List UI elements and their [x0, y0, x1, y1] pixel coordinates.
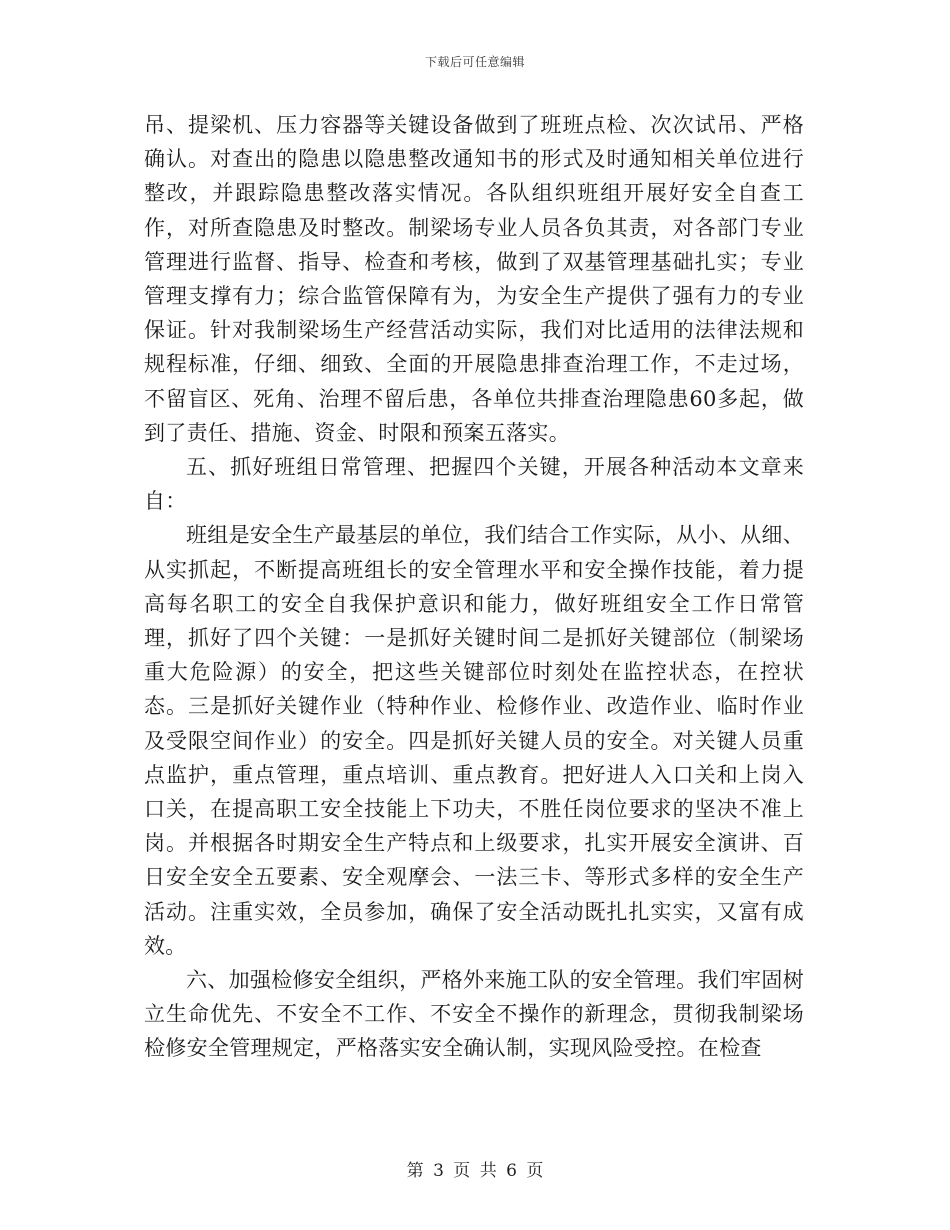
- paragraph-section-5-heading: 五、抓好班组日常管理、把握四个关键，开展各种活动本文章来自：: [144, 455, 804, 514]
- page-number-footer: 第 3 页 共 6 页: [406, 1161, 544, 1181]
- paragraph-section-6: 六、加强检修安全组织，严格外来施工队的安全管理。我们牢固树立生命优先、不安全不工作、不安全不操作的新理念，贯彻我制梁场检修安全管理规定，严格落实安全确认制，实现风险受控。在检查: [144, 968, 804, 1061]
- paragraph-1: 吊、提梁机、压力容器等关键设备做到了班班点检、次次试吊、严格确认。对查出的隐患以隐患整改通知书的形式及时通知相关单位进行整改，并跟踪隐患整改落实情况。各队组织班组开展好安全自查工作，对所查隐患及时整改。制梁场专业人员各负其责，对各部门专业管理进行监督、指导、检查和考核，做到了双基管理基础扎实；专业管理支撑有力；综合监管保障有为，为安全生产提供了强有力的专业保证。针对我制梁场生产经营活动实际，我们对比适用的法律法规和规程标准，仔细、细致、全面的开展隐患排查治理工作，不走过场，不留盲区、死角、治理不留后患，各单位共排查治理隐患60多起，做到了责任、措施、资金、时限和预案五落实。: [144, 113, 804, 445]
- page-header: 下载后可任意编辑: [424, 55, 525, 69]
- document-body: [144, 108, 804, 1066]
- paragraph-team-management: 班组是安全生产最基层的单位，我们结合工作实际，从小、从细、从实抓起，不断提高班组长的安全管理水平和安全操作技能，着力提高每名职工的安全自我保护意识和能力，做好班组安全工作日常管理，抓好了四个关键：一是抓好关键时间二是抓好关键部位（制梁场重大危险源）的安全，把这些关键部位时刻处在监控状态，在控状态。三是抓好关键作业（特种作业、检修作业、改造作业、临时作业及受限空间作业）的安全。四是抓好关键人员的安全。对关键人员重点监护，重点管理，重点培训、重点教育。把好进人入口关和上岗入口关，在提高职工安全技能上下功夫，不胜任岗位要求的坚决不准上岗。并根据各时期安全生产特点和上级要求，扎实开展安全演讲、百日安全安全五要素、安全观摩会、一法三卡、等形式多样的安全生产活动。注重实效，全员参加，确保了安全活动既扎扎实实，又富有成效。: [144, 523, 804, 958]
